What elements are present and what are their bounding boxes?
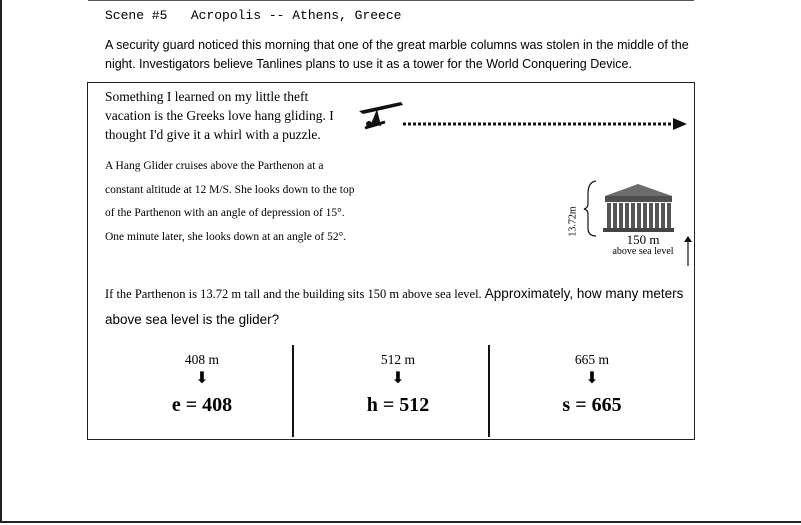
down-arrow-icon: ⬇ <box>391 370 405 387</box>
answer-choice-2[interactable] <box>338 352 458 417</box>
flight-path-arrowhead <box>673 118 687 130</box>
frame-top-rule <box>88 0 694 1</box>
choice-divider <box>488 345 490 437</box>
choice-divider <box>292 345 294 437</box>
scene-location: Acropolis -- Athens, Greece <box>190 8 402 23</box>
height-label-wrapper <box>567 200 579 244</box>
down-arrow-icon: ⬇ <box>195 370 209 387</box>
answer-choice-3[interactable] <box>532 352 652 417</box>
frame-bottom-rule <box>0 521 801 523</box>
story-paragraph: Something I learned on my little theft vacation is the Greeks love hang gliding. I thought I'd give it a whirl with a puzzle. <box>105 89 334 142</box>
hang-glider-figure <box>355 98 695 138</box>
height-brace <box>584 181 596 236</box>
ask-plain: If the Parthenon is 13.72 m tall and the building sits 150 m above sea level. <box>105 287 485 301</box>
ask-paragraph <box>105 281 695 333</box>
elevation-label: 150 m <box>626 232 660 247</box>
choice-answer: e = 408 <box>171 394 233 416</box>
question-paragraph: A Hang Glider cruises above the Parthenon at a constant altitude at 12 M/S. She looks down to the top of the Parthenon with an angle of depression of 15°. One minute later, she looks down at an angle of 52°. <box>105 160 355 243</box>
intro-paragraph: A security guard noticed this morning that one of the great marble columns was stolen in the middle of the night. Investigators believe Tanlines plans to use it as a tower for the World Conquering Device. <box>105 38 689 71</box>
choice-value: 665 m <box>574 352 610 367</box>
parthenon-icon <box>603 184 674 232</box>
choice-value: 408 m <box>184 352 220 367</box>
answer-choice-1[interactable] <box>142 352 262 417</box>
choice-answer: s = 665 <box>562 394 622 416</box>
height-label: 13.72m <box>567 206 579 237</box>
elevation-sublabel: above sea level <box>612 246 674 257</box>
choice-value: 512 m <box>380 352 416 367</box>
hang-glider-icon <box>359 102 403 128</box>
frame-left-rule <box>0 0 2 522</box>
scene-number: Scene #5 <box>105 8 168 23</box>
scene-heading <box>105 8 401 23</box>
ask-bold: Approximately, how many meters above sea level is the glider? <box>105 286 684 327</box>
choice-answer: h = 512 <box>366 394 430 416</box>
down-arrow-icon: ⬇ <box>585 370 599 387</box>
